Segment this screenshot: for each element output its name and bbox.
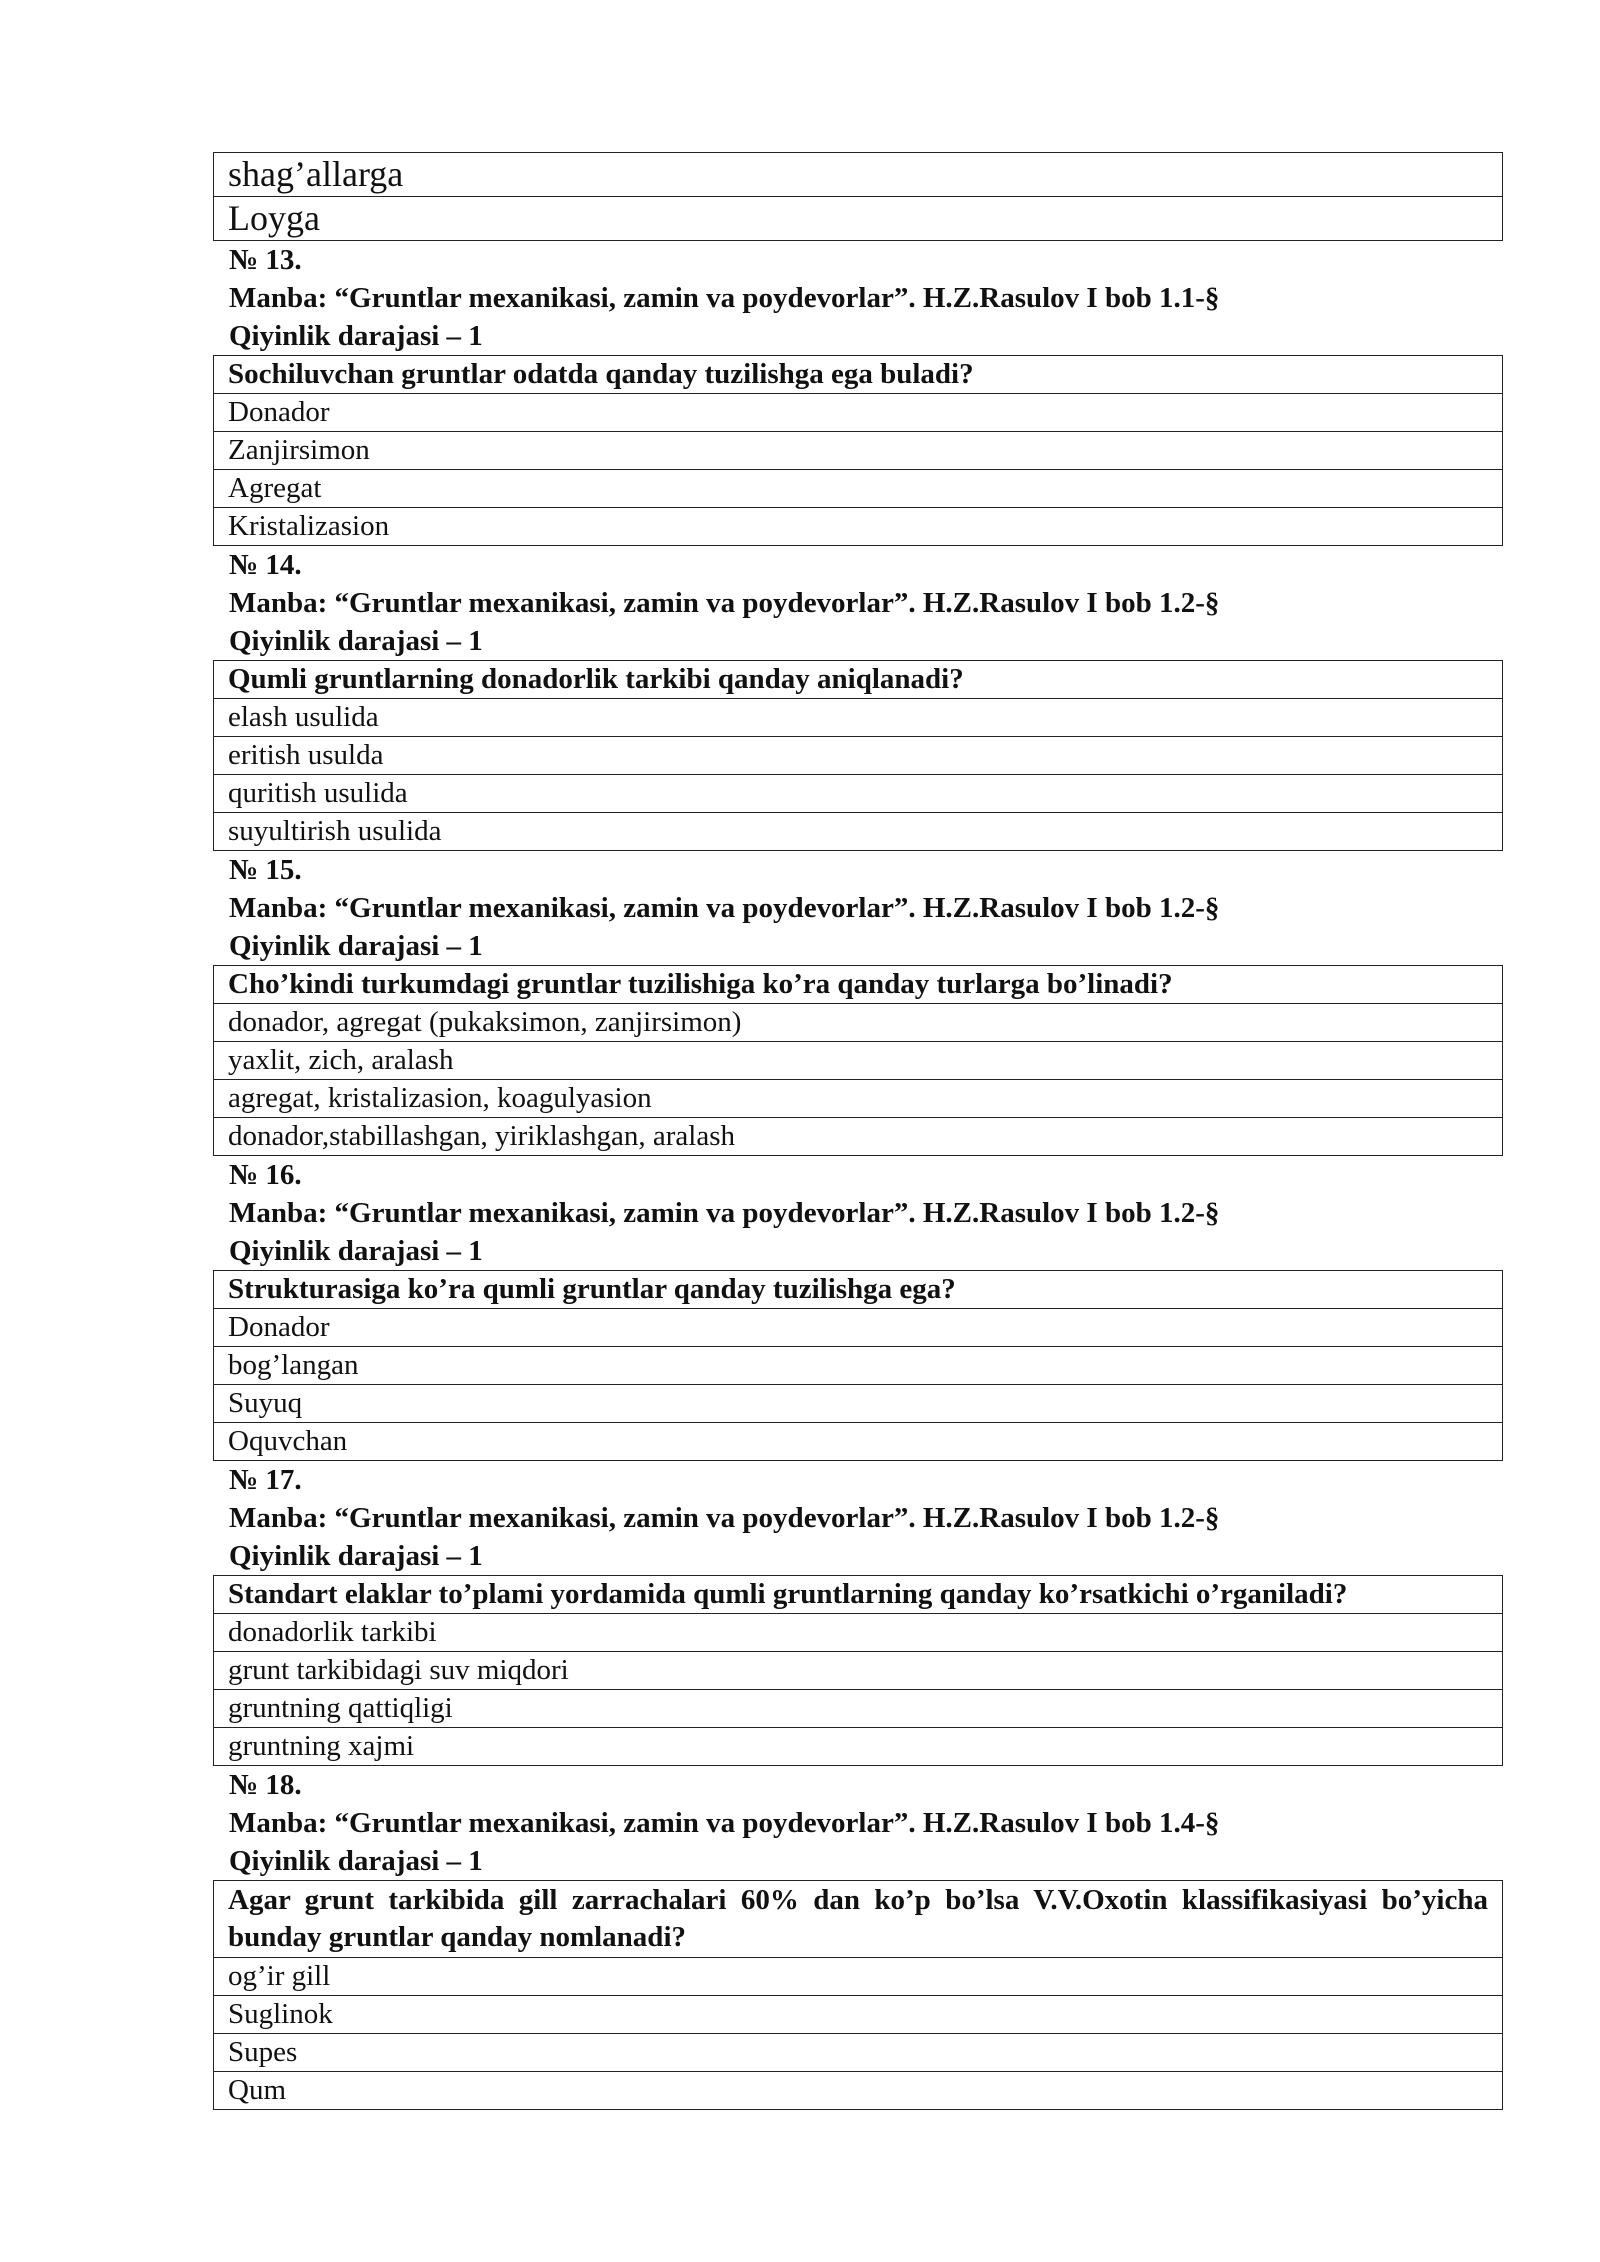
answer-option: donadorlik tarkibi [214,1613,1502,1651]
question-source: Manba: “Gruntlar mexanikasi, zamin va poydevorlar”. H.Z.Rasulov I bob 1.2-§ [229,587,1220,619]
question-text: Strukturasiga ko’ra qumli gruntlar qanday tuzilishga ega? [228,1273,956,1305]
difficulty-level: Qiyinlik darajasi – 1 [229,1540,483,1572]
difficulty-level: Qiyinlik darajasi – 1 [229,1235,483,1267]
answer-option: Zanjirsimon [214,431,1502,469]
test-page [213,152,1503,2110]
question-block-14 [213,546,1503,851]
question-block-15 [213,851,1503,1156]
question-text: Qumli gruntlarning donadorlik tarkibi qanday aniqlanadi? [228,663,964,695]
answer-option: Kristalizasion [214,507,1502,545]
question-table [213,355,1503,546]
answer-option: bog’langan [214,1346,1502,1384]
question-number: № 13. [229,244,302,276]
answer-option: Loyga [214,196,1502,240]
difficulty-level: Qiyinlik darajasi – 1 [229,625,483,657]
question-source: Manba: “Gruntlar mexanikasi, zamin va poydevorlar”. H.Z.Rasulov I bob 1.2-§ [229,892,1220,924]
answer-option: suyultirish usulida [214,812,1502,850]
answer-option: elash usulida [214,698,1502,736]
answer-option: eritish usulda [214,736,1502,774]
answer-option: shag’allarga [228,154,404,194]
question-source: Manba: “Gruntlar mexanikasi, zamin va poydevorlar”. H.Z.Rasulov I bob 1.2-§ [229,1502,1220,1534]
answer-option: Suglinok [214,1995,1502,2033]
question-text: Agar grunt tarkibida gill zarrachalari 60% dan ko’p bo’lsa V.V.Oxotin klassifikasiyasi bo’yicha bunday gruntlar qanday nomlanadi? [228,1884,1488,1953]
question-number: № 16. [229,1159,302,1191]
difficulty-level: Qiyinlik darajasi – 1 [229,320,483,352]
answer-option: og’ir gill [214,1957,1502,1995]
answer-option: gruntning qattiqligi [214,1689,1502,1727]
question-number: № 15. [229,854,302,886]
question-number: № 17. [229,1464,302,1496]
answer-option: quritish usulida [214,774,1502,812]
answer-option: gruntning xajmi [214,1727,1502,1765]
question-table [213,1575,1503,1766]
question-block-13 [213,241,1503,546]
answer-option: Suyuq [214,1384,1502,1422]
answer-option: Donador [214,393,1502,431]
question-source: Manba: “Gruntlar mexanikasi, zamin va poydevorlar”. H.Z.Rasulov I bob 1.4-§ [229,1807,1220,1839]
question-table [213,1880,1503,2110]
question-number: № 18. [229,1769,302,1801]
question-text: Sochiluvchan gruntlar odatda qanday tuzilishga ega buladi? [228,358,974,390]
question-text: Cho’kindi turkumdagi gruntlar tuzilishiga ko’ra qanday turlarga bo’linadi? [228,968,1173,1000]
answer-option: grunt tarkibidagi suv miqdori [214,1651,1502,1689]
answer-option: donador,stabillashgan, yiriklashgan, aralash [214,1117,1502,1155]
question-table [213,660,1503,851]
answer-option: Donador [214,1308,1502,1346]
question-number: № 14. [229,549,302,581]
question-block-18 [213,1766,1503,2110]
question-table [213,965,1503,1156]
question-block-17 [213,1461,1503,1766]
answer-option: donador, agregat (pukaksimon, zanjirsimon) [214,1003,1502,1041]
answer-option: Oquvchan [214,1422,1502,1460]
question-table [213,1270,1503,1461]
question-text: Standart elaklar to’plami yordamida qumli gruntlarning qanday ko’rsatkichi o’rganiladi? [228,1578,1348,1610]
question-source: Manba: “Gruntlar mexanikasi, zamin va poydevorlar”. H.Z.Rasulov I bob 1.2-§ [229,1197,1220,1229]
answer-option: agregat, kristalizasion, koagulyasion [214,1079,1502,1117]
answer-option: Agregat [214,469,1502,507]
answer-option: Supes [214,2033,1502,2071]
previous-answers-table [213,152,1503,241]
answer-option: yaxlit, zich, aralash [214,1041,1502,1079]
difficulty-level: Qiyinlik darajasi – 1 [229,930,483,962]
question-block-16 [213,1156,1503,1461]
answer-option: Qum [214,2071,1502,2109]
question-source: Manba: “Gruntlar mexanikasi, zamin va poydevorlar”. H.Z.Rasulov I bob 1.1-§ [229,282,1220,314]
difficulty-level: Qiyinlik darajasi – 1 [229,1845,483,1877]
